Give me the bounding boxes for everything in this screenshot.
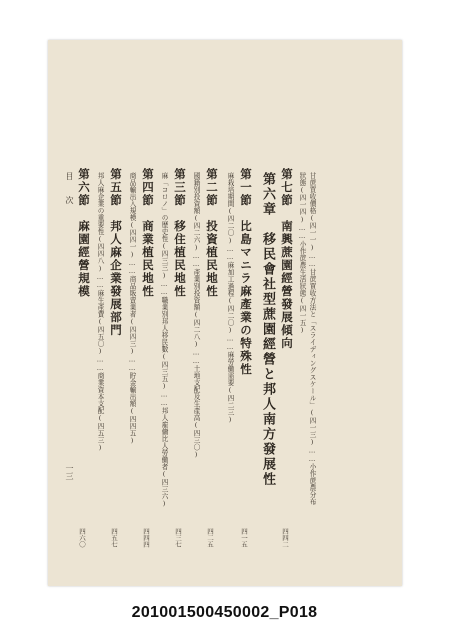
section-heading: 第五節 邦人麻企業發展部門 [109, 168, 123, 337]
page-number: 四二五 [206, 528, 214, 548]
section-heading: 第四節 商業植民地性 [141, 168, 155, 298]
image-caption: 201001500450002_P018 [131, 604, 318, 621]
page-number: 四六〇 [78, 528, 86, 548]
subtopic-line: 麻「コロノ」の歷史性(四三三)……職業別邦人移民數(四三五)……邦人雇傭比人勞働者(四三六) [160, 172, 168, 508]
section-heading: 第六節 麻園經營規模 [77, 168, 91, 298]
page-number: 四四四 [142, 528, 150, 548]
subtopic-line: 邦人麻企業の重要性(四四八)……麻生產費(四五〇)……商業資本支配(四五三) [96, 172, 104, 452]
section-heading: 第七節 南興蔗園經營發展傾向 [280, 168, 294, 350]
section-heading: 第二節 投資植民地性 [205, 168, 219, 298]
subtopic-line: 國籍別投資額(四二六)……產業別投資額(四二八)……土地支配及生產高(四三〇) [192, 172, 200, 459]
page-number: 四五七 [110, 528, 118, 548]
subtopic-line: 甘蔗買收價格(四一一)……甘蔗買收方法と「スライディングスケール」(四一三)……小作蔗農分布 [308, 172, 316, 506]
section-heading: 第三節 移住植民地性 [173, 168, 187, 298]
section-heading: 第一節 比島マニラ麻產業の特殊性 [239, 168, 253, 376]
subtopic-line: 商品輸出入規模(四四一)……商品販賣業者(四四三)……貯金輸出額(四四五) [128, 172, 136, 445]
subtopic-line: 狀態(四一四)……小作蔗農生活狀態(四一五) [298, 172, 306, 335]
chapter-heading: 第六章 移民會社型蔗園經營と邦人南方發展性 [260, 172, 275, 487]
page-number: 四四二 [281, 528, 289, 548]
subtopic-line: 麻栽培期間(四二〇)……麻加工過程(四二〇)……麻勞働需要(四二三) [226, 172, 234, 424]
folio: 一三 [65, 464, 74, 480]
running-head: 目 次 [65, 172, 74, 204]
page-number: 四三七 [174, 528, 182, 548]
page-number: 四一五 [240, 528, 248, 548]
